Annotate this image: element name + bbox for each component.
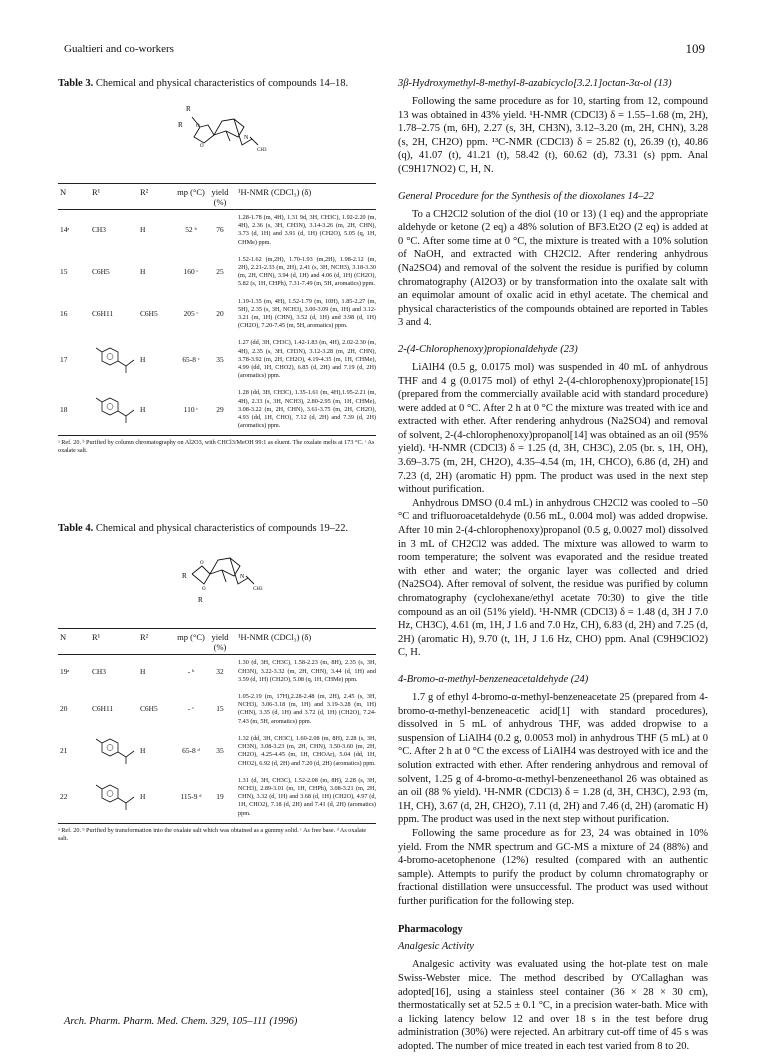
cell-r2: H xyxy=(140,225,146,235)
cell-r1-structure xyxy=(84,735,136,767)
cell-n: 22 xyxy=(60,792,68,802)
heading-general-procedure: General Procedure for the Synthesis of the dioxolanes 14–22 xyxy=(398,190,654,202)
cell-yield: 35 xyxy=(216,746,224,756)
running-head: Gualtieri and co-workers xyxy=(64,43,174,55)
svg-text:R: R xyxy=(198,596,203,605)
cell-r2: H xyxy=(140,404,146,414)
cell-yield: 32 xyxy=(216,666,224,676)
cell-mp: 65-8 ᵈ xyxy=(182,746,200,756)
table-row xyxy=(58,773,376,823)
table3-header: N R¹ R² mp (°C) yield (%) ¹H-NMR (CDCl₃) (δ) xyxy=(60,187,312,207)
cell-nmr: 1.32 (dd, 3H, CH3C), 1.60-2.08 (m, 8H), 2.28 (s, 3H, CH3N), 3.08-3.23 (m, 2H, CHN), 3.50-3.60 (m, 2H, CH2O), 4.25-4.45 (m, 1H, CHOAr), 5.04 (dd, 1H, CHO2), 6.92 (d, 2H) and 7.20 (d, 2H) (aromatics) ppm. xyxy=(238,734,376,767)
cell-r1: C6H11 xyxy=(92,309,114,319)
cell-n: 21 xyxy=(60,746,68,756)
svg-text:N: N xyxy=(240,574,245,581)
cell-n: 16 xyxy=(60,309,68,319)
cell-yield: 15 xyxy=(216,704,224,714)
cell-nmr: 1.27 (dd, 3H, CH3C), 1.42-1.83 (m, 4H), 2.02-2.30 (m, 4H), 2.35 (s, 3H, CH3N), 3.12-3.28 (m, 2H, CHN), 3.78-3.92 (m, 2H, CH2O), 4.19-4.35 (m, 1H, CHMe), 4.99 (dd, 1H, CHO2), 6.85 (d, 2H) and 7.19 (d, 2H) (aromatics) ppm. xyxy=(238,339,376,380)
paragraph-general-procedure: To a CH2Cl2 solution of the diol (10 or 13) (1 eq) and the appropriate aldehyde or ketone (2 eq) a 48% solution of BF3.Et2O (2 eq) is added at 0 °C. After some time at 0 °C, the mixture is treated with a 10% solution of NaOH, and extracted with CH2Cl2. After rendering anhydrous (Na2SO4) and removal of the solvent the residue is purified by column chromatography (Al2O3) or by transformation into the oxalate salt with an equimolar amount of oxalic acid in ethyl acetate. The chemical and physical characteristics of the compounds obtained are reported in Tables 3 and 4. xyxy=(398,208,708,329)
svg-text:R: R xyxy=(186,105,191,113)
cell-yield: 29 xyxy=(216,404,224,414)
heading-compound-13: 3β-Hydroxymethyl-8-methyl-8-azabicyclo[3.2.1]octan-3α-ol (13) xyxy=(398,78,672,89)
cell-n: 19ᵃ xyxy=(60,666,70,676)
cell-mp: 65-8 ᶜ xyxy=(182,354,200,364)
cell-mp: 115-9 ᵈ xyxy=(180,792,202,802)
cell-mp: 52 ᵇ xyxy=(185,225,197,235)
svg-text:CH3: CH3 xyxy=(257,148,267,153)
table4-header: N R¹ R² mp (°C) yield (%) ¹H-NMR (CDCl₃) (δ) xyxy=(60,632,312,653)
cell-r2: C6H5 xyxy=(140,704,158,714)
heading-compound-24: 4-Bromo-α-methyl-benzeneacetaldehyde (24) xyxy=(398,673,589,685)
cell-nmr: 1.05-2.19 (m, 17H),2.28-2.48 (m, 2H), 2.45 (s, 3H, NCH3), 3.06-3.18 (m, 1H) and 3.19-3.28 (m, 1H) (CHN), 3.35 (d, 1H) and 3.72 (d, 1H) (CH2O), 7.24-7.43 (m, 5H, aromatics) ppm. xyxy=(238,693,376,725)
table4-body xyxy=(58,655,376,822)
cell-r1: CH3 xyxy=(92,225,106,235)
paragraph-compound-23-a: LiAlH4 (0.5 g, 0.0175 mol) was suspended in 40 mL of anhydrous THF and 4 g (0.0175 mol) of ethyl 2-(4-chlorophenoxy)propionate[15] (prepared from the commercially available acid with standard procedure) were added at 0 °C. After 2 h at 0 °C the mixture was treated with ice and extracted with ether. After rendering anhydrous (Na2SO4) and removal of solvent, 2-(4-chlorophenoxy)propanol[14] was obtained as an oil (95% yield). ¹H-NMR (CDCl3) δ = 1.25 (d, 3H, CH3C), 2.05 (br. s, 1H, OH), 3.69–3.75 (m, 2H, CH2O), 4.35–4.54 (m, 1H, CHCO), 6.86 (d, 2H) and 7.23 (d, 2H) (aromatic H) ppm. The product was used in the next step without purification. xyxy=(398,361,708,496)
page-number: 109 xyxy=(685,41,705,56)
cell-nmr: 1.31 (d, 3H, CH3C), 1.52-2.08 (m, 8H), 2.28 (s, 3H, NCH3), 2.89-3.01 (m, 1H, CHPh), 3.08-3.21 (m, 2H, CHN), 3.32 (d, 1H) and 3.68 (d, 1H) (CH2O), 4.97 (d, 1H, CHO2), 7.18 (d, 2H) and 7.41 (d, 2H) (aromatics) ppm. xyxy=(238,776,376,817)
svg-text:R: R xyxy=(178,121,183,129)
table3-caption: Table 3. Chemical and physical characteristics of compounds 14–18. xyxy=(58,78,349,89)
svg-text:N: N xyxy=(244,135,249,141)
cell-r1: CH3 xyxy=(92,666,106,676)
paragraph-analgesic-activity: Analgesic activity was evaluated using the hot-plate test on male Swiss-Webster mice. The method described by O'Callaghan was adopted[16], using a stainless steel container (36 × 28 × 30 cm), thermostatically set at 52.5 ± 0.1 °C, in a precision water-bath. Mice with a licking latency below 12 and over 18 s in the test before drug administration (30%) were rejected. An arbitrary cut-off time of 45 s was adopted. The number of mice treated in each test varied from 8 to 20. xyxy=(398,959,708,1053)
svg-text:O: O xyxy=(200,561,204,567)
cell-yield: 19 xyxy=(216,792,224,802)
cell-n: 15 xyxy=(60,267,68,277)
svg-text:CH3: CH3 xyxy=(253,587,263,593)
table-row xyxy=(58,335,376,385)
table4-scaffold-structure xyxy=(58,542,376,614)
cell-n: 17 xyxy=(60,354,68,364)
cell-n: 14ᵃ xyxy=(60,225,70,235)
cell-mp: - ᵇ xyxy=(187,666,195,676)
left-column xyxy=(58,78,376,843)
cell-mp: 110 ᶜ xyxy=(183,404,199,414)
cell-r2: H xyxy=(140,267,146,277)
cell-yield: 25 xyxy=(216,267,224,277)
cell-nmr: 1.52-1.62 (m,2H), 1.70-1.93 (m,2H), 1.98-2.12 (m, 2H), 2.21-2.33 (m, 2H), 2.41 (s, 3H, NCH3), 3.18-3.30 (m, 2H, CHN), 3.94 (d, 1H) and 4.06 (d, 1H) (CH2O), 5.82 (s, 1H, CHPh), 7.31-7.49 (m, 5H, aromatics) ppm. xyxy=(238,255,376,288)
cell-yield: 20 xyxy=(216,309,224,319)
cell-r1-structure xyxy=(84,344,136,376)
heading-analgesic-activity: Analgesic Activity xyxy=(398,941,474,953)
svg-text:O: O xyxy=(200,144,204,149)
cell-r1-structure xyxy=(84,781,136,813)
table-row xyxy=(58,731,376,773)
cell-mp: - ᶜ xyxy=(187,704,195,714)
table4-caption: Table 4. Chemical and physical characteristics of compounds 19–22. xyxy=(58,523,349,535)
cell-mp: 205 ᶜ xyxy=(183,309,199,319)
cell-r2: H xyxy=(140,354,146,364)
cell-r1: C6H5 xyxy=(92,267,110,277)
table3-body xyxy=(58,210,376,435)
cell-n: 18 xyxy=(60,404,68,414)
cell-nmr: 1.28-1.78 (m, 4H), 1.31 9d, 3H, CH3C), 1.92-2.20 (m, 4H), 2.36 (s, 3H, CH3N), 3.14-3.26 (m, 2H, CHN), 3.73 (d, 1H) and 3.91 (d, 1H) (CH2O), 5.05 (q, 1H, CHMe) ppm. xyxy=(238,214,376,246)
cell-r2: C6H5 xyxy=(140,309,158,319)
cell-n: 20 xyxy=(60,704,68,714)
cell-r2: H xyxy=(140,666,146,676)
heading-pharmacology: Pharmacology xyxy=(398,924,463,936)
svg-text:R: R xyxy=(182,572,187,581)
table4-footnote: ᵃ Ref. 20. ᵇ Purified by transformation into the oxalate salt which was obtained as a gummy solid. ᶜ As free base. ᵈ As oxalate salt. xyxy=(58,826,367,842)
cell-yield: 35 xyxy=(216,354,224,364)
cell-r1-structure xyxy=(84,394,136,426)
cell-nmr: 1.30 (d, 3H, CH3C), 1.58-2.23 (m, 8H), 2.35 (s, 3H, CH3N), 3.22-3.32 (m, 2H, CHN), 3.44 (d, 1H) and 3.59 (d, 1H) (CH2O), 5.08 (q, 1H, CHMe) ppm. xyxy=(238,659,376,683)
paragraph-compound-24-a: 1.7 g of ethyl 4-bromo-α-methyl-benzeneacetate 25 (prepared from 4-bromo-α-methyl-benzeneacetic acid[1] with standard procedures), dissolved in 5 mL of anhydrous THF, was added dropwise to a suspension of LiAlH4 (0.2 g, 0.0053 mol) in anhydrous THF (5 mL) at 0 °C. After 2 h at 0 °C the excess of LiAlH4 was destroyed with ice and the solution extracted with ether. After rendering anhydrous and removal of solvent, 1.25 g of 4-bromo-α-methyl-benzeneethanol 26 was obtained as an oil (88 % yield). ¹H-NMR (CDCl3) δ = 1.28 (d, 3H, CH3C), 2.93 (m, 1H, CH), 3.67 (d, 2H, CH2O), 7.11 (d, 2H) and 7.46 (d, 2H) (aromatic H) ppm. The product was used in the next step without purification. xyxy=(398,691,708,826)
paragraph-compound-23-b: Anhydrous DMSO (0.4 mL) in anhydrous CH2Cl2 was cooled to –50 °C and trifluoroacetaldehyde (0.56 mL, 0.004 mol) was added dropwise. After 10 min 2-(4-chlorophenoxy)propanol (0.5 g, 0.0027 mol) dissolved in 3 mL of CH2Cl2 was added. The mixture was allowed to warm to room temperature; the solvent was evaporated and the residue treated with ether and water; the organic layer was collected and dried (Na2SO4). After removal of solvent, the residue was purified by column chromatography (cyclohexane/ethyl acetate 70:30) to give the title compound as an oil (51% yield). ¹H-NMR (CDCl3) δ = 1.48 (d, 3H J 7.0 Hz, CH3C), 4.61 (m, 1H, J 1.6 and 7.0 Hz, CH), 6.83 (d, 2H) and 7.25 (d, 2H) (aromatic H), 9.70 (t, 1H, J 1.6 Hz, CHO) ppm. Anal (C9H9ClO2) C, H. xyxy=(398,497,709,659)
paragraph-compound-24-b: Following the same procedure as for 23, 24 was obtained in 10% yield. From the NMR spectrum and GC-MS a mixture of 24 (88%) and 4-bromo-acetophenone (12%) resulted (compared with an authentic sample). Attempts to purify the product by column chromatography or fractional distillation were unsuccessful. The product was used without further purification for the following step. xyxy=(398,827,708,907)
table-row xyxy=(58,689,376,731)
table-row xyxy=(58,210,376,252)
table-row xyxy=(58,252,376,294)
table-row xyxy=(58,294,376,336)
cell-r1: C6H11 xyxy=(92,704,114,714)
table3-footnote: ᵃ Ref. 20. ᵇ Purified by column chromatography on Al2O3, with CHCl3/MeOH 99:1 as eluent. The oxalate melts at 173 °C. ᶜ As oxalate salt. xyxy=(58,439,375,455)
right-column xyxy=(398,78,708,1054)
table-row xyxy=(58,655,376,689)
cell-nmr: 1.28 (dd, 3H, CH3C), 1.35-1.61 (m, 4H),1.95-2.21 (m, 4H), 2.33 (s, 3H, NCH3), 2.80-2.95 (m, 1H, CHMe), 3.08-3.22 (m, 2H, CHN), 3.61-3.75 (m, 2H, CH2O), 4.93 (dd, 1H, CHO), 7.12 (d, 2H) and 7.39 (d, 2H) (aromatics) ppm. xyxy=(238,389,376,430)
table-row xyxy=(58,385,376,435)
cell-yield: 76 xyxy=(216,225,224,235)
cell-nmr: 1.19-1.35 (m, 4H), 1.52-1.79 (m, 10H), 1.85-2.27 (m, 5H), 2.35 (s, 3H, NCH3), 3.00-3.09 (m, 1H) and 3.12-3.21 (m, 1H) (CHN), 3.52 (d, 1H) and 3.98 (d, 1H) (CH2O), 7.20-7.45 (m, 5H, aromatics) ppm. xyxy=(238,297,376,330)
journal-footer: Arch. Pharm. Pharm. Med. Chem. 329, 105–111 (1996) xyxy=(64,1016,298,1027)
paragraph-compound-13: Following the same procedure as for 10, starting from 12, compound 13 was obtained in 43% yield. ¹H-NMR (CDCl3) δ = 1.55–1.68 (m, 2H), 1.78–2.75 (m, 6H), 2.27 (s, 3H, CH3N), 3.12–3.20 (m, 2H, CHN), 3.28 (s, 2H, CH2O) ppm. ¹³C-NMR (CDCl3) δ = 25.82 (t), 26.39 (t), 40.86 (q), 41.07 (t), 41.21 (t), 58.42 (t), 60.62 (d), 73.31 (s) ppm. Anal (C9H17NO2) C, H, N. xyxy=(398,96,708,175)
cell-r2: H xyxy=(140,746,146,756)
heading-compound-23: 2-(4-Chlorophenoxy)propionaldehyde (23) xyxy=(398,343,578,355)
svg-text:O: O xyxy=(202,587,206,593)
cell-r2: H xyxy=(140,792,146,802)
table3-scaffold-structure xyxy=(58,97,376,169)
svg-text:O: O xyxy=(196,124,200,129)
cell-mp: 160 ᶜ xyxy=(183,267,199,277)
